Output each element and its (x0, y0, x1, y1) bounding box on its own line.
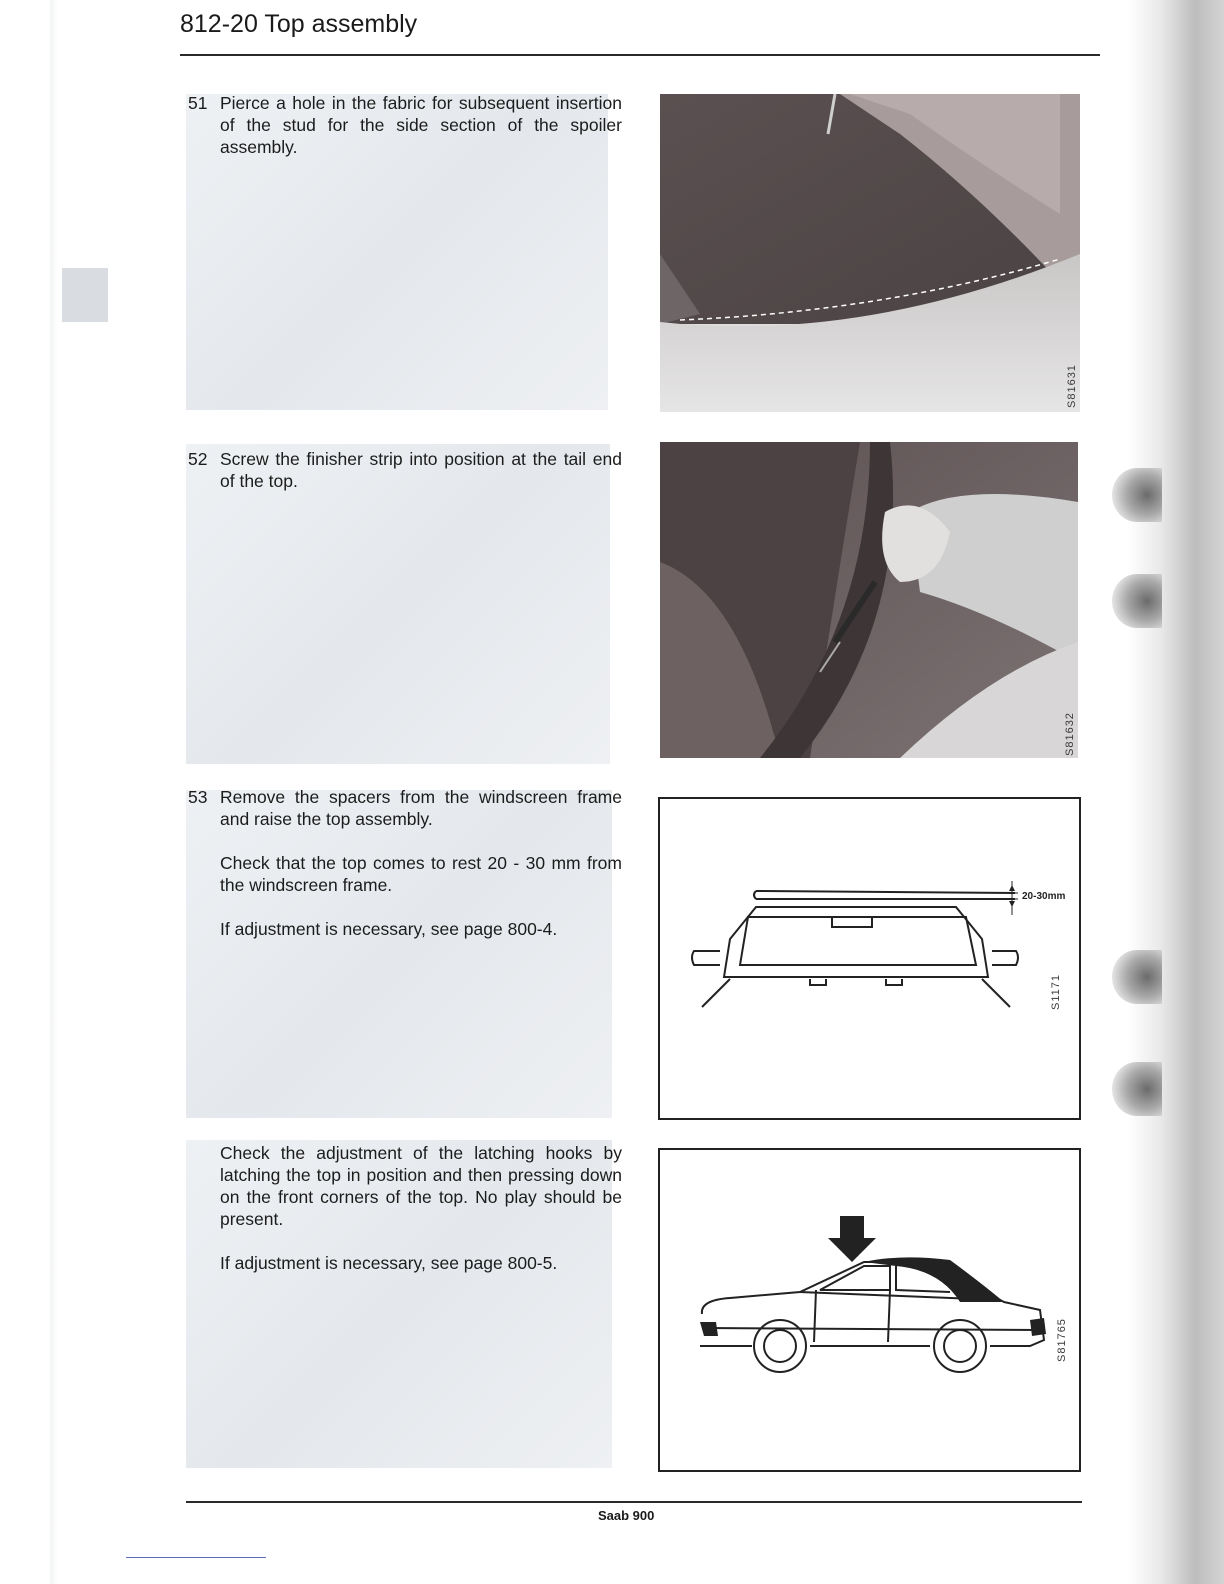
car-side-diagram-icon (658, 1148, 1081, 1472)
binder-ring-icon (1112, 1062, 1162, 1116)
screwdriver-photo-icon (660, 442, 1078, 758)
binder-ring-icon (1112, 468, 1162, 522)
binder-edge (1128, 0, 1224, 1584)
binder-ring-icon (1112, 574, 1162, 628)
step-text: Check that the top comes to rest 20 - 30 mm from the windscreen frame. (220, 853, 622, 895)
bottom-line (126, 1557, 266, 1558)
step-text: If adjustment is necessary, see page 800-4. (220, 919, 558, 939)
step-text: If adjustment is necessary, see page 800-5. (220, 1253, 558, 1273)
step-number: 51 (188, 93, 208, 113)
step-52 (188, 448, 622, 514)
step-text: Remove the spacers from the windscreen frame and raise the top assembly. (220, 787, 622, 829)
step-51 (188, 92, 622, 180)
step-number: 53 (188, 787, 208, 807)
figure-code: S81765 (1056, 1318, 1068, 1362)
step-text: Check the adjustment of the latching hooks by latching the top in position and then pressing down on the front corners of the top. No play should be present. (220, 1143, 622, 1229)
step-text: Pierce a hole in the fabric for subsequent insertion of the stud for the side section of the spoiler assembly. (220, 93, 622, 157)
footer-label: Saab 900 (598, 1508, 655, 1523)
step-53 (188, 786, 622, 962)
dimension-label: 20-30mm (1022, 891, 1066, 902)
step-text: Screw the finisher strip into position at the tail end of the top. (220, 449, 622, 491)
footer-divider (186, 1501, 1082, 1503)
page-edge-shadow (50, 0, 58, 1584)
step-latching-check (188, 1142, 622, 1296)
step-number: 52 (188, 449, 208, 469)
binder-ring-icon (1112, 950, 1162, 1004)
section-tab-marker (62, 268, 108, 322)
page-title: 812-20 Top assembly (180, 10, 418, 38)
header-divider (180, 54, 1100, 56)
figure-code: S81631 (1066, 364, 1078, 408)
fabric-photo-icon (660, 94, 1080, 412)
windscreen-diagram-icon (658, 797, 1081, 1120)
figure-code: S1171 (1050, 974, 1062, 1010)
figure-code: S81632 (1064, 712, 1076, 756)
